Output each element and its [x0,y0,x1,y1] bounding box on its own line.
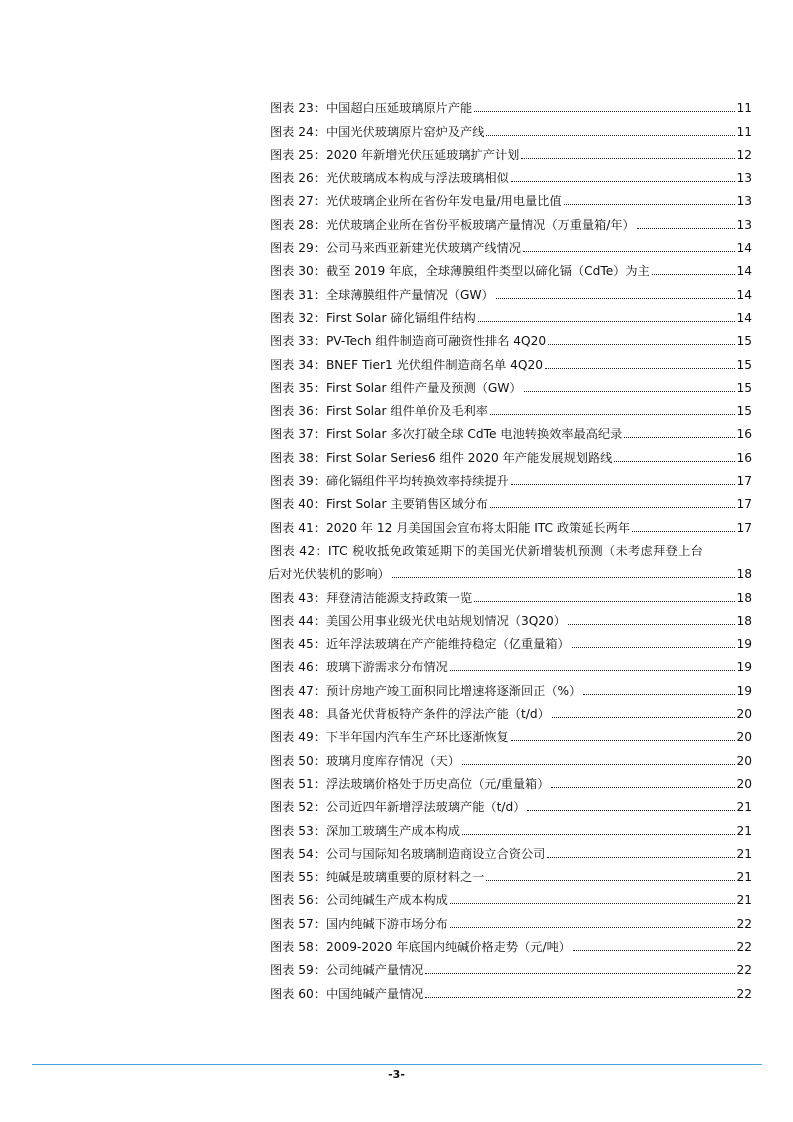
toc-leader-dots [462,834,735,835]
toc-entry-page: 14 [736,264,752,279]
toc-entry-page: 20 [736,707,752,722]
toc-leader-dots [564,204,736,205]
toc-entry-label: 图表 56：公司纯碱生产成本构成 [270,893,448,908]
toc-leader-dots [521,158,735,159]
toc-entry-label: 图表 43：拜登清洁能源支持政策一览 [270,590,473,605]
toc-entry-label: 图表 45：近年浮法玻璃在产产能维持稳定（亿重量箱） [270,637,570,652]
toc-entry-page: 20 [736,753,752,768]
toc-entry-label: 图表 52：公司近四年新增浮法玻璃产能（t/d） [270,800,526,815]
toc-leader-dots [478,321,736,322]
toc-entry-page: 19 [736,683,752,698]
toc-entry[interactable] [270,442,752,465]
footer-rule [32,1064,762,1065]
toc-leader-dots [486,135,735,136]
toc-leader-dots [545,368,735,369]
toc-entry-label: 图表 60：中国纯碱产量情况 [270,986,424,1001]
toc-entry-label: 图表 55：纯碱是玻璃重要的原材料之一 [270,870,485,885]
toc-leader-dots [548,344,735,345]
toc-entry[interactable] [270,186,752,209]
toc-entry[interactable] [270,978,752,1001]
toc-entry-page: 14 [736,287,752,302]
toc-leader-dots [547,857,735,858]
toc-entry-page: 16 [736,427,752,442]
toc-entry[interactable] [270,489,752,512]
toc-entry[interactable] [270,512,752,535]
toc-entry[interactable] [270,116,752,139]
toc-entry[interactable] [270,932,752,955]
toc-leader-dots [490,507,736,508]
toc-entry-label: 图表 36：First Solar 组件单价及毛利率 [270,404,488,419]
toc-entry-label: 图表 48：具备光伏背板特产条件的浮法产能（t/d） [270,707,550,722]
toc-leader-dots [624,437,735,438]
toc-entry[interactable] [270,629,752,652]
toc-leader-dots [524,391,736,392]
toc-leader-dots [450,670,736,671]
toc-entry-label: 图表 37：First Solar 多次打破全球 CdTe 电池转换效率最高纪录 [270,427,623,442]
toc-leader-dots [652,274,736,275]
toc-entry[interactable] [270,815,752,838]
toc-leader-dots [572,647,736,648]
toc-entry-line2-row [268,559,752,582]
toc-entry-page: 15 [736,334,752,349]
toc-leader-dots [551,787,735,788]
toc-entry[interactable] [270,303,752,326]
toc-entry[interactable] [270,675,752,698]
toc-entry-page: 13 [736,194,752,209]
toc-entry-label: 图表 59：公司纯碱产量情况 [270,963,424,978]
toc-entry[interactable] [270,908,752,931]
toc-entry-multiline[interactable] [270,536,752,583]
toc-entry[interactable] [270,722,752,745]
toc-entry[interactable] [270,279,752,302]
toc-leader-dots [425,973,735,974]
toc-entry[interactable] [270,209,752,232]
toc-entry-label: 图表 54：公司与国际知名玻璃制造商设立合资公司 [270,846,546,861]
toc-leader-dots [392,577,736,578]
toc-leader-dots [527,810,735,811]
toc-entry-label: 图表 49：下半年国内汽车生产环比逐渐恢复 [270,730,509,745]
toc-entry-page: 22 [736,939,752,954]
toc-entry-page: 11 [736,124,752,139]
toc-entry-label: 图表 44：美国公用事业级光伏电站规划情况（3Q20） [270,613,566,628]
toc-entry[interactable] [270,373,752,396]
toc-entry-page: 15 [736,404,752,419]
toc-entry-label: 图表 25：2020 年新增光伏压延玻璃扩产计划 [270,147,520,162]
toc-entry-label: 图表 41：2020 年 12 月美国国会宣布将太阳能 ITC 政策延长两年 [270,520,631,535]
toc-leader-dots [511,484,736,485]
toc-entry[interactable] [270,419,752,442]
toc-entry-page: 21 [736,893,752,908]
toc-entry-label: 图表 32：First Solar 碲化镉组件结构 [270,310,476,325]
toc-leader-dots [573,950,736,951]
toc-entry-page: 15 [736,357,752,372]
toc-entry[interactable] [270,466,752,489]
toc-entry-page: 22 [736,963,752,978]
toc-leader-dots [474,601,735,602]
toc-entry-label: 图表 38：First Solar Series6 组件 2020 年产能发展规划路线 [270,450,613,465]
toc-entry[interactable] [270,699,752,722]
toc-leader-dots [490,414,736,415]
toc-entry-label: 图表 23：中国超白压延玻璃原片产能 [270,101,473,116]
toc-leader-dots [450,903,736,904]
toc-leader-dots [486,880,735,881]
toc-entry-page: 17 [736,497,752,512]
toc-entry-label: 图表 58：2009-2020 年底国内纯碱价格走势（元/吨） [270,939,571,954]
toc-entry-page: 17 [736,520,752,535]
toc-entry-page: 20 [736,776,752,791]
toc-entry-page: 19 [736,660,752,675]
toc-entry-page: 14 [736,241,752,256]
toc-entry-label: 图表 40：First Solar 主要销售区域分布 [270,497,488,512]
toc-entry-label: 图表 57：国内纯碱下游市场分布 [270,916,448,931]
toc-entry-label: 图表 34：BNEF Tier1 光伏组件制造商名单 4Q20 [270,357,544,372]
toc-entry[interactable] [270,326,752,349]
toc-entry[interactable] [270,862,752,885]
toc-entry-label: 图表 30：截至 2019 年底，全球薄膜组件类型以碲化镉（CdTe）为主 [270,264,650,279]
toc-entry-page: 13 [736,217,752,232]
toc-entry-label: 图表 46：玻璃下游需求分布情况 [270,660,448,675]
toc-entry-label: 图表 26：光伏玻璃成本构成与浮法玻璃相似 [270,171,509,186]
toc-entry-page: 16 [736,450,752,465]
toc-leader-dots [462,764,735,765]
toc-entry-label: 图表 39：碲化镉组件平均转换效率持续提升 [270,474,509,489]
toc-entry-label: 图表 47：预计房地产竣工面积同比增速将逐渐回正（%） [270,683,582,698]
toc-leader-dots [614,461,735,462]
toc-entry-page: 12 [736,147,752,162]
toc-entry[interactable] [270,233,752,256]
toc-entry-page: 11 [736,101,752,116]
toc-entry[interactable] [270,885,752,908]
toc-entry-page: 22 [736,916,752,931]
toc-entry[interactable] [270,140,752,163]
toc-entry-label: 图表 29：公司马来西亚新建光伏玻璃产线情况 [270,241,521,256]
table-of-figures [270,93,752,1002]
toc-entry-label: 图表 28：光伏玻璃企业所在省份平板玻璃产量情况（万重量箱/年） [270,217,635,232]
toc-entry-page: 21 [736,846,752,861]
toc-leader-dots [450,927,736,928]
toc-entry-page: 22 [736,986,752,1001]
toc-entry[interactable] [270,93,752,116]
toc-entry[interactable] [270,652,752,675]
toc-entry-page: 19 [736,637,752,652]
toc-leader-dots [511,181,736,182]
toc-entry-label: 图表 31：全球薄膜组件产量情况（GW） [270,287,494,302]
toc-leader-dots [511,740,736,741]
toc-entry-label: 图表 53：深加工玻璃生产成本构成 [270,823,461,838]
toc-entry[interactable] [270,256,752,279]
toc-entry[interactable] [270,769,752,792]
toc-entry[interactable] [270,839,752,862]
toc-entry-page: 18 [736,613,752,628]
toc-entry-line1: 图表 42：ITC 税收抵免政策延期下的美国光伏新增装机预测（未考虑拜登上台 [270,543,704,558]
toc-leader-dots [474,111,735,112]
page-number: -3- [388,1068,405,1081]
toc-entry-page: 20 [736,730,752,745]
toc-entry-page: 21 [736,870,752,885]
toc-entry[interactable] [270,349,752,372]
toc-entry[interactable] [270,396,752,419]
toc-entry-page: 18 [736,567,752,582]
toc-entry-page: 15 [736,380,752,395]
toc-entry-page: 21 [736,823,752,838]
toc-entry-page: 13 [736,171,752,186]
toc-entry-label: 图表 27：光伏玻璃企业所在省份年发电量/用电量比值 [270,194,562,209]
toc-leader-dots [583,694,735,695]
toc-entry-label: 图表 35：First Solar 组件产量及预测（GW） [270,380,522,395]
toc-leader-dots [632,531,735,532]
toc-entry[interactable] [270,606,752,629]
toc-leader-dots [568,624,735,625]
toc-entry-label: 图表 33：PV-Tech 组件制造商可融资性排名 4Q20 [270,334,547,349]
toc-entry-page: 21 [736,800,752,815]
toc-leader-dots [496,298,736,299]
toc-entry-line2: 后对光伏装机的影响） [268,567,390,582]
toc-entry-label: 图表 50：玻璃月度库存情况（天） [270,753,461,768]
toc-leader-dots [523,251,736,252]
toc-leader-dots [552,717,736,718]
toc-entry-page: 14 [736,310,752,325]
toc-entry[interactable] [270,582,752,605]
toc-entry[interactable] [270,792,752,815]
toc-entry-label: 图表 24：中国光伏玻璃原片窑炉及产线 [270,124,485,139]
toc-entry-label: 图表 51：浮法玻璃价格处于历史高位（元/重量箱） [270,776,550,791]
toc-entry[interactable] [270,955,752,978]
toc-entry-page: 18 [736,590,752,605]
toc-entry[interactable] [270,745,752,768]
toc-leader-dots [637,228,736,229]
toc-entry-page: 17 [736,474,752,489]
toc-entry[interactable] [270,163,752,186]
toc-leader-dots [425,997,735,998]
